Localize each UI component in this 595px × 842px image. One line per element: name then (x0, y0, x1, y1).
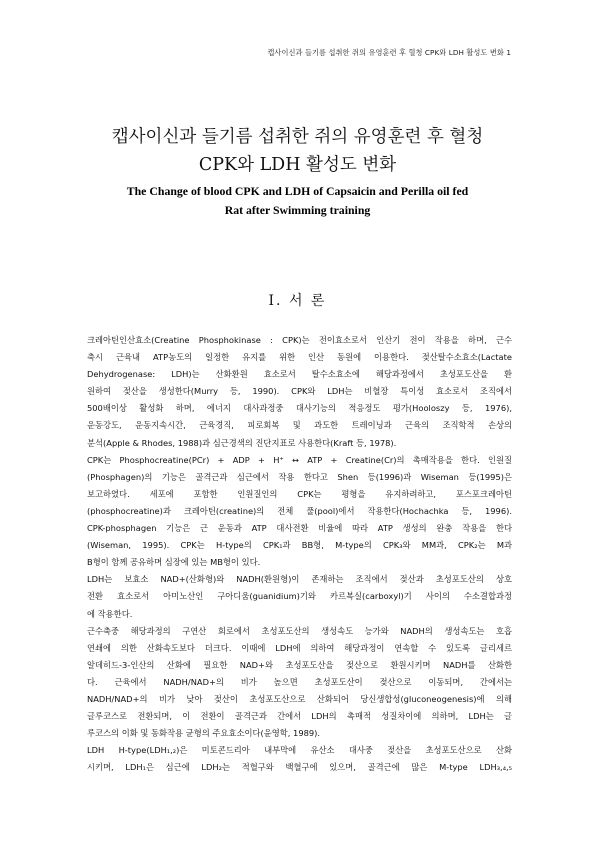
body-line: 전환 효소로서 아미노산인 구아디움(guanidium)기와 카르복실(carboxyl)기 사이의 수소결합과정 (87, 591, 512, 602)
body-line: CPK는 Phosphocreatine(PCr) + ADP + H⁺ ↔ ATP + Creatine(Cr)의 촉매작용을 한다. 인원질 (87, 454, 512, 465)
body-line: 원하여 젖산을 생성한다(Murry 등, 1990). CPK와 LDH는 비혈장 특이성 효소로서 조직에서 (87, 386, 512, 397)
body-line: CPK-phosphagen 기능은 근 운동과 ATP 대사전환 비율에 따라 ATP 생성의 완충 작용을 한다 (87, 523, 512, 534)
body-line: 운동강도, 운동지속시간, 근육경직, 피로회복 및 과도한 트레이닝과 근육의 조직학적 손상의 (87, 420, 512, 431)
body-line: 크레아틴인산효소(Creatine Phosphokinase : CPK)는 전이효소로서 인산기 전이 작용을 하며, 근수 (87, 335, 512, 345)
running-header: 캡사이신과 들기름 섭취한 쥐의 유영훈련 후 혈청 CPK와 LDH 활성도 변화 1 (267, 48, 511, 57)
section-heading-introduction: Ⅰ. 서 론 (268, 293, 327, 309)
korean-title-line-1: 캡사이신과 들기름 섭취한 쥐의 유영훈련 후 혈청 (111, 127, 484, 147)
body-line: 에 작용한다. (87, 608, 133, 619)
body-line: (Wiseman, 1995). CPK는 H-type의 CPK₁과 BB형, M-type의 CPK₃와 MM과, CPK₂는 M과 (87, 540, 512, 551)
korean-title-line-2: CPK와 LDH 활성도 변화 (198, 155, 397, 175)
body-line: NADH/NAD+의 비가 낮아 젖산이 초성포도산으로 산화되어 당신생합성(gluconeogenesis)에 의해 (87, 693, 512, 704)
body-line: Dehydrogenase: LDH)는 산화환원 효소로서 탈수소효소에 해당과정에서 초성포도산을 환 (87, 369, 512, 380)
body-line: 글루코스로 전환되며, 이 전환이 골격근과 간에서 LDH의 촉매적 성질차이에 의하며, LDH는 글 (87, 711, 512, 722)
body-line: (Phosphagen)의 기능은 골격근과 심근에서 작용 한다고 Shen 등(1996)과 Wiseman 등(1995)은 (87, 471, 512, 482)
body-line: 분석(Apple & Rhodes, 1988)과 심근경색의 진단지표로 사용한다(Kraft 등, 1978). (87, 437, 397, 448)
body-line: LDH는 보효소 NAD+(산화형)와 NADH(환원형)이 존재하는 조직에서 젖산과 초성포도산의 상호 (87, 574, 512, 585)
body-line: 500배이상 활성화 하며, 에너지 대사과정중 대사기능의 적응정도 평가(Hooloszy 등, 1976), (87, 403, 512, 414)
body-line: LDH H-type(LDH₁,₂)은 미토콘드리아 내부막에 유산소 대사중 젖산을 초성포도산으로 산화 (87, 745, 512, 756)
body-line: 근수축중 해당과정의 구연산 회로에서 초성포도산의 생성속도 능가와 NADH의 생성속도는 호흡 (87, 625, 512, 636)
body-line: 다. 근육에서 NADH/NAD+의 비가 높으면 초성포도산이 젖산으로 이동되며, 간에서는 (87, 676, 512, 687)
body-line: 루코스의 이화 및 동화작용 균형의 주요효소이다(윤영학, 1989). (87, 728, 321, 739)
body-line: 축시 근육내 ATP농도의 일정한 유지를 위한 인산 동원에 이용한다. 젖산탈수소효소(Lactate (87, 352, 512, 363)
body-line: 보고하였다. 세포에 포함한 인원질인의 CPK는 평형을 유지하려하고, 포스포크레아틴 (87, 488, 512, 499)
body-line: 연쇄에 의한 산화속도보다 더크다. 이때에 LDH에 의하여 해당과정이 연속할 수 있도록 글리세르 (87, 642, 512, 653)
english-title-line-2: Rat after Swimming training (224, 203, 371, 217)
english-title-line-1: The Change of blood CPK and LDH of Capsaicin and Perilla oil fed (126, 184, 469, 198)
body-line: B형이 함께 공유하며 심장에 있는 MB형이 있다. (87, 557, 261, 568)
body-line: (phosphocreatine)과 크레아틴(creatine)의 전체 풀(pool)에서 작용한다(Hochachka 등, 1996). (87, 505, 512, 516)
body-line: 시키며, LDH₁은 심근에 LDH₂는 적혈구와 백혈구에 있으며, 골격근에 많은 M-type LDH₃,₄,₅ (87, 762, 512, 773)
body-text (87, 332, 512, 776)
body-line: 알데히드-3-인산의 산화에 필요한 NAD+와 초성포도산을 젖산으로 환원시키며 NADH를 산화한 (87, 659, 512, 670)
